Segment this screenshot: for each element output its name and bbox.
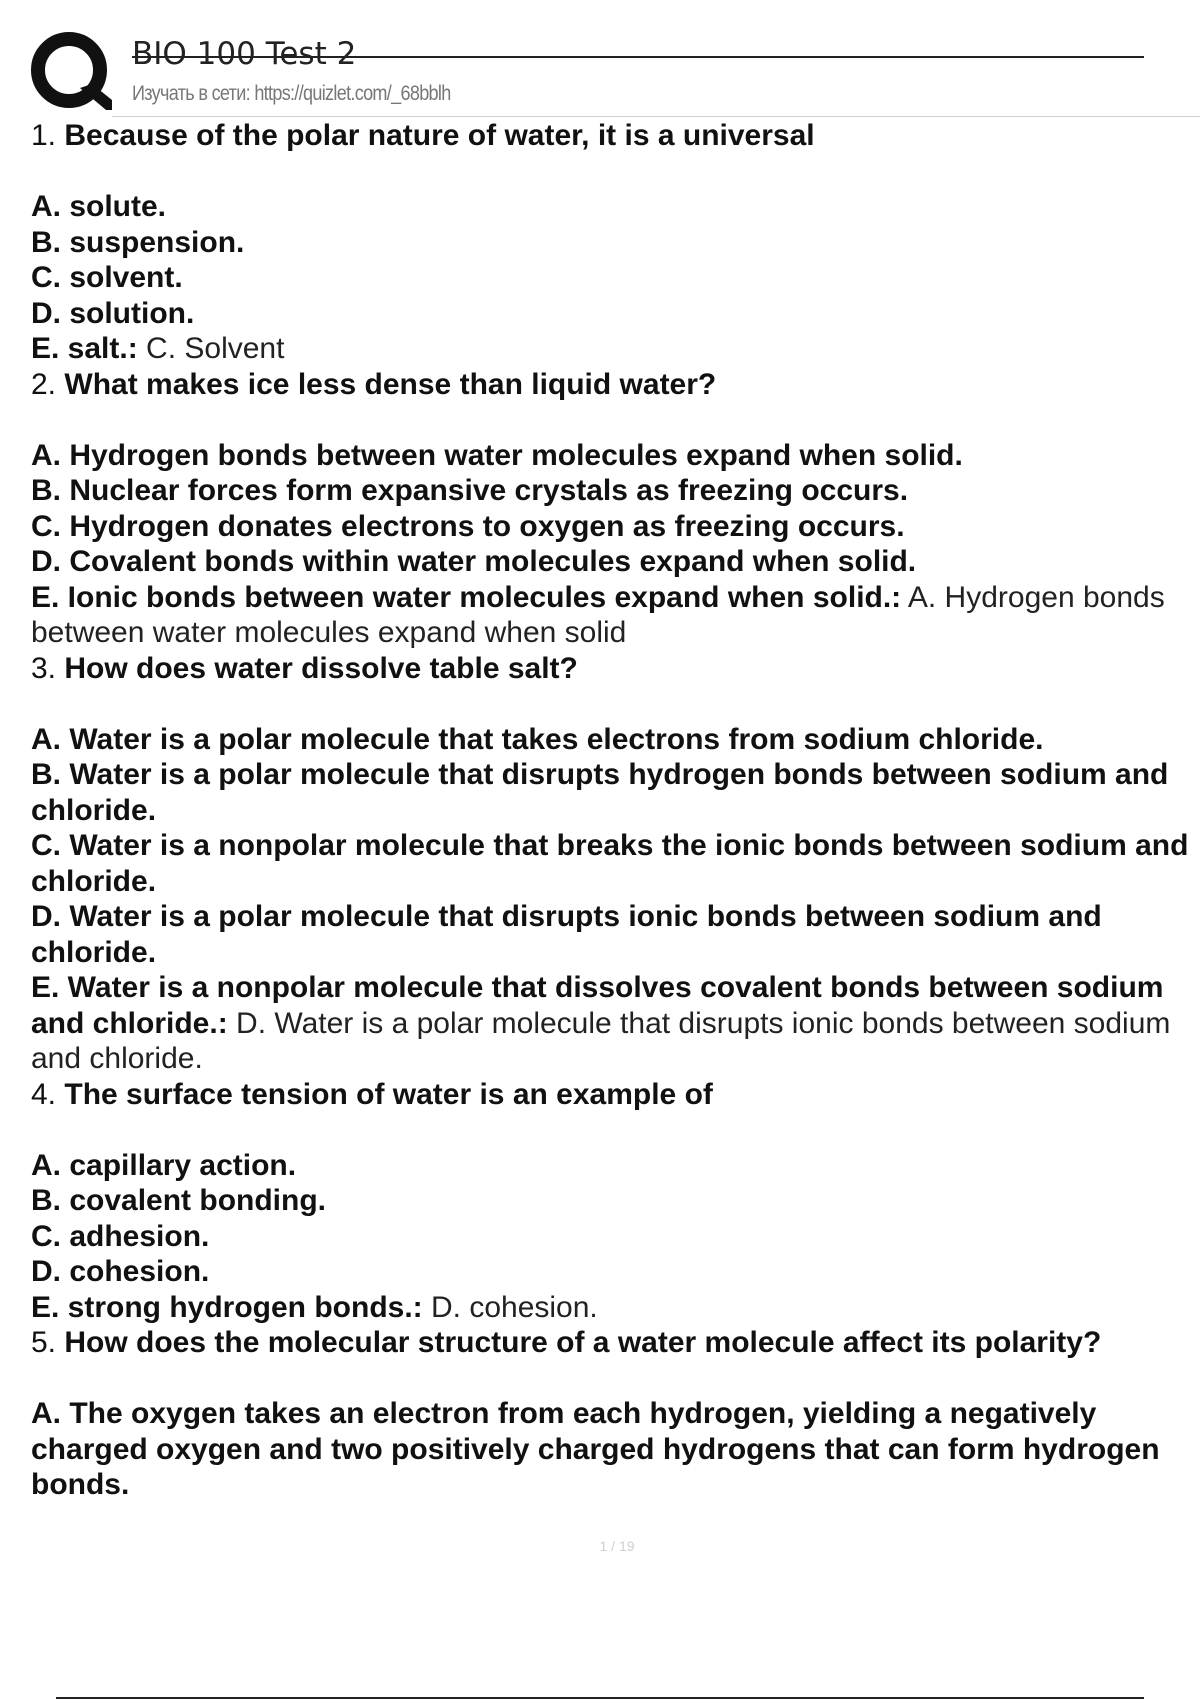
option-d: D. Water is a polar molecule that disrupts ionic bonds between sodium and chloride. [31,900,1102,969]
document-title: BIO 100 Test 2 [132,36,357,72]
option-e: E. Water is a nonpolar molecule that dissolves covalent bonds between sodium and chloride.: [31,971,1164,1040]
option-e: E. strong hydrogen bonds.: [31,1290,423,1324]
option-e-with-answer [31,580,1197,651]
header-divider [112,116,1200,117]
answer-text: D. cohesion. [431,1290,598,1324]
option-e: E. Ionic bonds between water molecules expand when solid.: [31,580,902,614]
question-list [31,118,1197,1503]
source-url: Изучать в сети: https://quizlet.com/_68bblh [132,82,451,105]
question-prompt [31,118,1197,154]
option-d: D. cohesion. [31,1255,210,1288]
option-b: B. Nuclear forces form expansive crystals as freezing occurs. [31,474,909,507]
option-b: B. Water is a polar molecule that disrupts hydrogen bonds between sodium and chloride. [31,758,1169,827]
option-b: B. suspension. [31,225,245,259]
option-a: A. solute. [31,190,167,223]
option-a: A. The oxygen takes an electron from each hydrogen, yielding a negatively charged oxygen and two positively charged hydrogens that can form hydrogen bonds. [31,1397,1160,1501]
option-d: D. solution. [31,296,195,330]
answer-text: C. Solvent [146,332,285,365]
question-number: 4. [31,1077,57,1111]
option-a: A. capillary action. [31,1148,297,1182]
question-prompt [31,367,1197,403]
question-number: 1. [31,119,57,152]
option-e-with-answer [31,970,1197,1077]
option-c: C. Hydrogen donates electrons to oxygen as freezing occurs. [31,509,905,543]
question-prompt [31,1325,1197,1361]
question-number: 2. [31,367,57,401]
option-b: B. covalent bonding. [31,1184,327,1217]
question-2 [31,367,1197,651]
question-text: How does water dissolve table salt? [64,651,578,685]
question-text: What makes ice less dense than liquid water? [64,367,717,401]
question-5 [31,1325,1197,1503]
option-e-with-answer [31,1290,1197,1326]
option-c: C. Water is a nonpolar molecule that breaks the ionic bonds between sodium and chloride. [31,829,1189,898]
page-number: 1 / 19 [599,1538,635,1554]
question-number: 5. [31,1326,57,1359]
question-text: The surface tension of water is an example of [64,1077,713,1111]
answer-text: A. Hydrogen bonds between water molecules expand when solid [31,580,1165,649]
question-prompt [31,651,1197,687]
quizlet-logo-icon [30,30,112,112]
option-c: C. adhesion. [31,1219,210,1253]
option-d: D. Covalent bonds within water molecules expand when solid. [31,545,917,578]
page-header [0,0,1200,118]
answer-text: D. Water is a polar molecule that disrupts ionic bonds between sodium and chloride. [31,1006,1171,1075]
question-text: Because of the polar nature of water, it is a universal [64,119,815,152]
option-a: A. Hydrogen bonds between water molecules expand when solid. [31,438,963,472]
option-a: A. Water is a polar molecule that takes electrons from sodium chloride. [31,722,1044,756]
option-e-with-answer [31,331,1197,367]
question-prompt [31,1077,1197,1113]
footer-divider [56,1697,1144,1699]
option-e: E. salt.: [31,332,138,365]
title-strike-line [132,56,1144,58]
question-1 [31,118,1197,367]
question-text: How does the molecular structure of a water molecule affect its polarity? [64,1326,1102,1359]
option-c: C. solvent. [31,261,183,294]
question-3 [31,651,1197,1077]
question-number: 3. [31,651,57,685]
question-4 [31,1077,1197,1326]
